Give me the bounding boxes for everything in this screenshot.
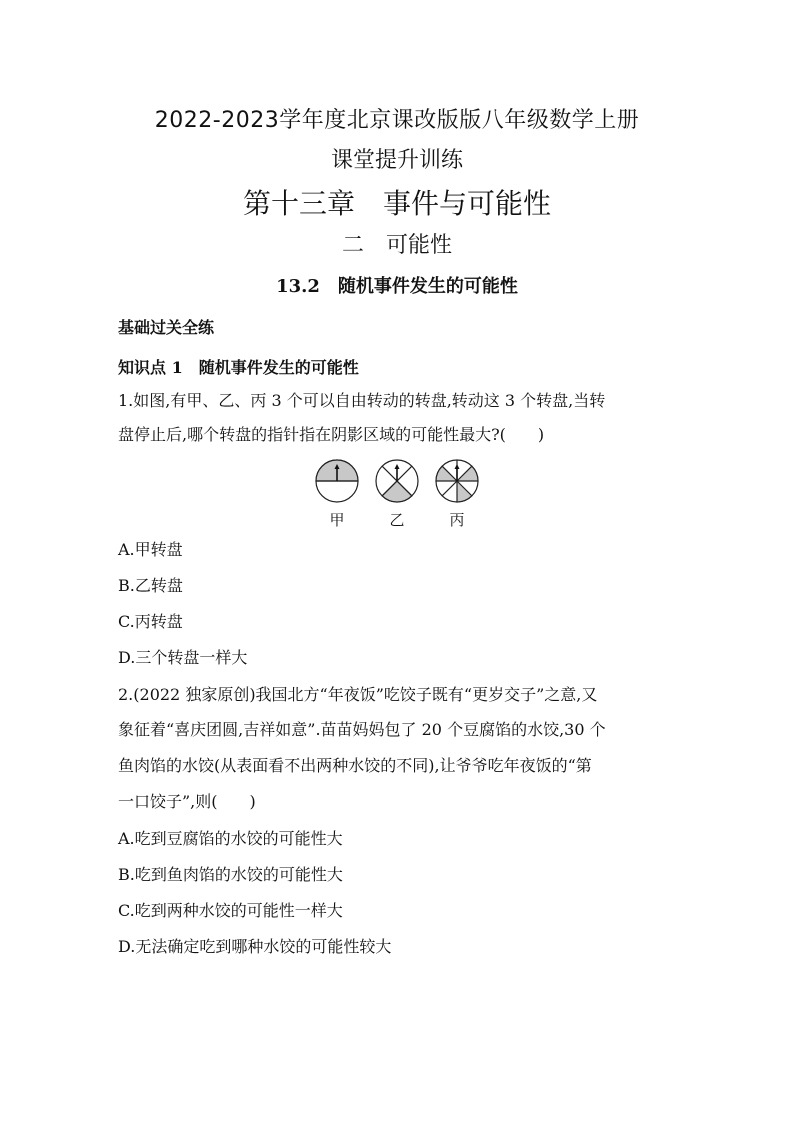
spinner-figure [312, 458, 482, 508]
q2-option-a: A.吃到豆腐馅的水饺的可能性大 [118, 829, 343, 848]
q2-stem-line4: 一口饺子”,则( ) [118, 792, 256, 811]
part-heading: 基础过关全练 [118, 318, 215, 337]
doc-title: 2022-2023学年度北京课改版版八年级数学上册 [154, 108, 640, 133]
q1-option-b: B.乙转盘 [118, 576, 183, 595]
q2-option-c: C.吃到两种水饺的可能性一样大 [118, 901, 343, 920]
chapter-title: 第十三章 事件与可能性 [242, 187, 551, 220]
q1-stem-line1: 1.如图,有甲、乙、丙 3 个可以自由转动的转盘,转动这 3 个转盘,当转 [118, 391, 606, 410]
q2-option-b: B.吃到鱼肉馅的水饺的可能性大 [118, 865, 343, 884]
doc-subtitle: 课堂提升训练 [330, 148, 463, 173]
q1-option-c: C.丙转盘 [118, 612, 183, 631]
q2-stem-line2: 象征着“喜庆团圆,吉祥如意”.苗苗妈妈包了 20 个豆腐馅的水饺,30 个 [118, 720, 606, 739]
q2-option-d: D.无法确定吃到哪种水饺的可能性较大 [118, 937, 392, 956]
subsection-title: 13.2 随机事件发生的可能性 [276, 276, 518, 297]
q1-option-d: D.三个转盘一样大 [118, 648, 248, 667]
dial-label-yi: 乙 [389, 511, 405, 529]
q2-stem-line3: 鱼肉馅的水饺(从表面看不出两种水饺的不同),让爷爷吃年夜饭的“第 [118, 756, 592, 775]
q1-stem-line2: 盘停止后,哪个转盘的指针指在阴影区域的可能性最大?( ) [118, 425, 545, 444]
q2-stem-line1: 2.(2022 独家原创)我国北方“年夜饭”吃饺子既有“更岁交子”之意,又 [118, 685, 598, 704]
q1-option-a: A.甲转盘 [118, 540, 183, 559]
knowledge-point-heading: 知识点 1 随机事件发生的可能性 [118, 358, 359, 377]
spinner-jia [316, 460, 358, 502]
spinner-bing [436, 460, 478, 502]
dial-label-jia: 甲 [329, 511, 345, 529]
section-title: 二 可能性 [341, 233, 452, 258]
q1-figure [312, 458, 482, 530]
spinner-yi [376, 460, 418, 502]
dial-label-bing: 丙 [449, 511, 465, 529]
